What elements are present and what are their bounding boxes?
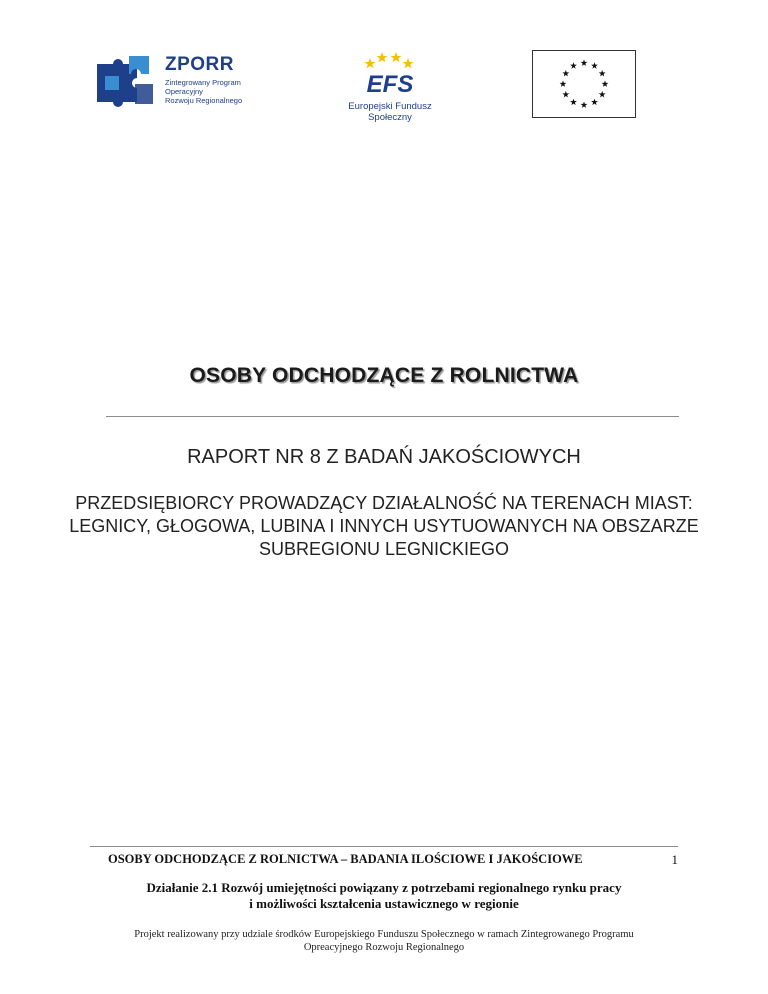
eu-star-icon bbox=[599, 70, 606, 77]
project-line-1: Projekt realizowany przy udziale środków Europejskiego Funduszu Społecznego w ramach Zintegrowanego Programu bbox=[134, 929, 634, 940]
action-line-1: Działanie 2.1 Rozwój umiejętności powiązany z potrzebami regionalnego rynku pracy bbox=[146, 880, 622, 895]
logo-bar bbox=[0, 48, 768, 123]
document-title: OSOBY ODCHODZĄCE Z ROLNICTWA bbox=[189, 364, 579, 387]
eu-star-icon bbox=[581, 101, 588, 108]
eu-star-icon bbox=[591, 99, 598, 106]
eu-star-icon bbox=[602, 80, 609, 87]
eu-star-icon bbox=[560, 80, 567, 87]
action-statement bbox=[60, 880, 708, 912]
footer-divider bbox=[90, 846, 678, 847]
efs-logo bbox=[330, 48, 450, 123]
title-divider bbox=[106, 416, 679, 417]
zporr-logo bbox=[95, 54, 255, 114]
zporr-line1: Zintegrowany Program bbox=[165, 78, 241, 87]
eu-star-icon bbox=[581, 59, 588, 66]
project-note bbox=[60, 928, 708, 954]
zporr-line3: Rozwoju Regionalnego bbox=[165, 96, 243, 105]
project-line-2: Opreacyjnego Rozwoju Regionalnego bbox=[303, 942, 465, 953]
efs-stars-icon bbox=[330, 48, 450, 100]
eu-star-icon bbox=[570, 99, 577, 106]
eu-flag-icon bbox=[532, 50, 636, 118]
efs-caption: Europejski Fundusz Społeczny bbox=[348, 101, 432, 123]
eu-star-icon bbox=[562, 70, 569, 77]
running-title: OSOBY ODCHODZĄCE Z ROLNICTWA – BADANIA ILOŚCIOWE I JAKOŚCIOWE bbox=[108, 852, 583, 866]
zporr-line2: Operacyjny bbox=[165, 87, 203, 96]
eu-star-icon bbox=[599, 91, 606, 98]
action-line-2: i możliwości kształcenia ustawicznego w regionie bbox=[249, 896, 519, 911]
report-subtitle: PRZEDSIĘBIORCY PROWADZĄCY DZIAŁALNOŚĆ NA TERENACH MIAST: LEGNICY, GŁOGOWA, LUBINA I INNYCH USYTUOWANYCH NA OBSZARZE SUBREGIONU LEGNICKIEGO bbox=[69, 493, 699, 559]
eu-star-icon bbox=[562, 91, 569, 98]
puzzle-icon bbox=[95, 54, 157, 114]
report-heading: RAPORT NR 8 Z BADAŃ JAKOŚCIOWYCH bbox=[187, 446, 581, 468]
page-number: 1 bbox=[671, 852, 678, 867]
eu-star-icon bbox=[570, 62, 577, 69]
zporr-title: ZPORR bbox=[165, 54, 234, 75]
efs-mark: EFS bbox=[366, 71, 414, 98]
eu-star-icon bbox=[591, 62, 598, 69]
